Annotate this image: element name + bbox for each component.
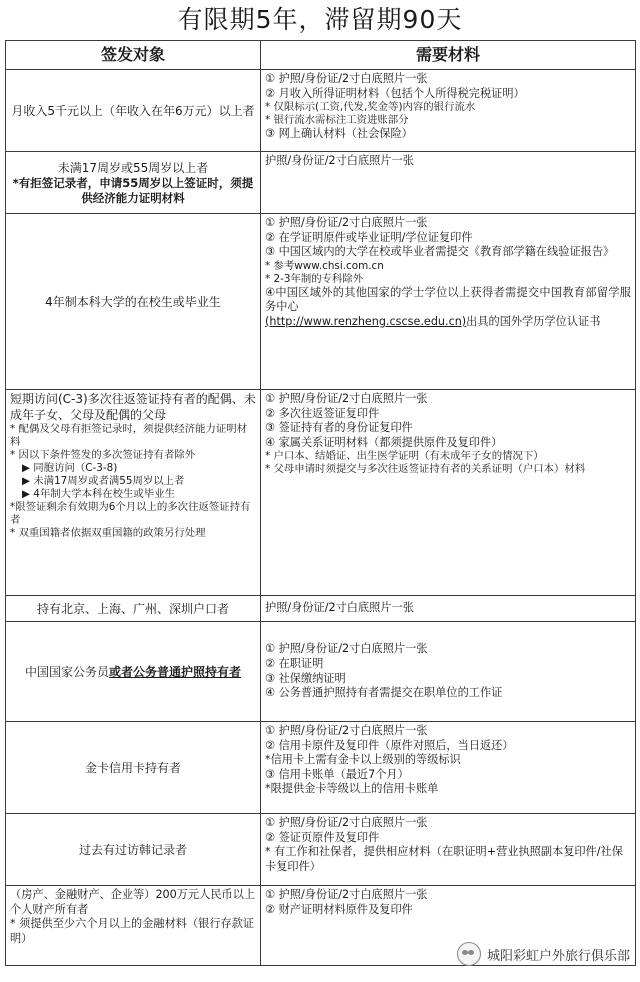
material-note: * 父母申请时须提交与多次往返签证持有者的关系证明（户口本）材料: [265, 463, 586, 476]
header-target: 签发对象: [6, 41, 261, 70]
target-text: （房产、金融财产、企业等）200万元人民币以上个人财产所有者: [10, 888, 256, 916]
row-target: [6, 390, 261, 596]
target-text-emphasis: 或者公务普通护照持有者: [109, 664, 242, 679]
target-text: 过去有过访韩记录者: [78, 842, 187, 857]
material-item: ① 护照/身份证/2寸白底照片一张: [265, 816, 428, 829]
watermark-text: 城阳彩虹户外旅行俱乐部: [486, 948, 630, 964]
material-item: ③ 信用卡账单（最近7个月）: [265, 767, 409, 781]
header-materials: 需要材料: [261, 41, 636, 70]
target-note: *限签证剩余有效期为6个月以上的多次往返签证持有者: [10, 501, 251, 526]
material-item: ① 护照/身份证/2寸白底照片一张: [265, 724, 428, 737]
material-item: ② 签证页原件及复印件: [265, 830, 380, 844]
target-text: 中国国家公务员: [24, 664, 109, 679]
material-item: ① 护照/身份证/2寸白底照片一张: [265, 888, 428, 901]
target-text: 月收入5千元以上（年收入在年6万元）以上者: [11, 103, 255, 118]
material-item: 出具的国外学历学位认证书: [466, 314, 601, 328]
material-item: ③ 中国区域内的大学在校或毕业者需提交《教育部学籍在线验证报告》: [265, 245, 615, 259]
cscse-link[interactable]: (http://www.renzheng.cscse.edu.cn): [265, 314, 467, 328]
material-item: ② 在学证明原件或毕业证明/学位证复印件: [265, 230, 473, 244]
target-note: * 须提供至少六个月以上的金融材料（银行存款证明）: [10, 917, 255, 945]
material-item: ③ 网上确认材料（社会保险）: [265, 127, 413, 141]
target-note: ▶ 同胞访问（C-3-8): [22, 462, 118, 474]
material-item: ② 在职证明: [265, 656, 324, 670]
target-note: ▶ 4年制大学本科在校生或毕业生: [22, 488, 175, 500]
material-item: * 有工作和社保者，提供相应材料（在职证明+营业执照副本复印件/社保卡复印件）: [265, 845, 623, 873]
material-item: ④中国区域外的其他国家的学士学位以上获得者需提交中国教育部留学服务中心: [265, 285, 631, 314]
row-target: [6, 722, 261, 814]
row-materials: [261, 390, 636, 596]
material-item: ② 财产证明材料原件及复印件: [265, 902, 413, 916]
material-note: * 2-3年制的专科除外: [265, 272, 364, 285]
row-target: [6, 886, 261, 966]
target-text: 金卡信用卡持有者: [84, 760, 181, 775]
page-title: 有限期5年，滞留期90天: [177, 5, 463, 34]
watermark: [457, 942, 630, 966]
material-item: ① 护照/身份证/2寸白底照片一张: [265, 392, 428, 405]
material-note: * 参考www.chsi.com.cn: [265, 259, 384, 272]
row-target: [6, 814, 261, 886]
visa-requirements-table: [5, 40, 636, 966]
row-materials: [261, 622, 636, 722]
material-item: ③ 签证持有者的身份证复印件: [265, 421, 413, 435]
table-row: [6, 814, 636, 886]
target-note: * 双重国籍者依据双重国籍的政策另行处理: [10, 527, 206, 539]
target-note: * 配偶及父母有拒签记录时，须提供经济能力证明材料: [10, 423, 248, 448]
table-row: [6, 214, 636, 390]
material-note: * 仅限标示(工资,代发,奖金等)内容的银行流水: [265, 101, 476, 114]
material-note: * 户口本、结婚证、出生医学证明（有未成年子女的情况下）: [265, 450, 544, 463]
row-target: [6, 152, 261, 214]
material-item: 护照/身份证/2寸白底照片一张: [265, 601, 414, 615]
row-materials: [261, 214, 636, 390]
material-item: ① 护照/身份证/2寸白底照片一张: [265, 642, 428, 656]
material-item: *限提供金卡等级以上的信用卡账单: [265, 782, 439, 796]
material-item: 护照/身份证/2寸白底照片一张: [265, 154, 414, 167]
wechat-icon: [457, 942, 481, 966]
row-target: [6, 596, 261, 622]
target-note: * 因以下条件签发的多次签证持有者除外: [10, 449, 196, 461]
target-text: 未满17周岁或55周岁以上者: [57, 160, 209, 175]
material-item: ④ 家属关系证明材料（都须提供原件及复印件）: [265, 435, 503, 449]
row-materials: [261, 722, 636, 814]
row-target: [6, 622, 261, 722]
material-item: *信用卡上需有金卡以上级别的等级标识: [265, 753, 461, 767]
material-item: ① 护照/身份证/2寸白底照片一张: [265, 72, 428, 85]
table-row: [6, 722, 636, 814]
material-item: ② 信用卡原件及复印件（原件对照后，当日返还）: [265, 738, 514, 752]
table-row: [6, 622, 636, 722]
row-materials: [261, 70, 636, 152]
target-text: 短期访问(C-3)多次往返签证持有者的配偶、未成年子女、父母及配偶的父母: [10, 392, 256, 422]
material-item: ① 护照/身份证/2寸白底照片一张: [265, 216, 428, 229]
row-target: [6, 214, 261, 390]
row-target: [6, 70, 261, 152]
table-header-row: [6, 41, 636, 70]
table-row: [6, 390, 636, 596]
table-row: [6, 152, 636, 214]
row-materials: [261, 152, 636, 214]
material-item: ④ 公务普通护照持有者需提交在职单位的工作证: [265, 686, 503, 700]
material-item: ③ 社保缴纳证明: [265, 671, 346, 685]
material-item: ② 月收入所得证明材料（包括个人所得税完税证明）: [265, 86, 525, 100]
material-item: ② 多次往返签证复印件: [265, 406, 380, 420]
target-note: ▶ 未满17周岁或者满55周岁以上者: [22, 475, 185, 487]
table-row: [6, 70, 636, 152]
table-row: [6, 596, 636, 622]
material-note: * 银行流水需标注工资进账部分: [265, 114, 409, 127]
row-materials: [261, 814, 636, 886]
target-text: 4年制本科大学的在校生或毕业生: [45, 294, 221, 309]
target-note: *有拒签记录者，申请55周岁以上签证时，须提供经济能力证明材料: [12, 175, 254, 205]
row-materials: [261, 596, 636, 622]
target-text: 持有北京、上海、广州、深圳户口者: [36, 601, 229, 616]
